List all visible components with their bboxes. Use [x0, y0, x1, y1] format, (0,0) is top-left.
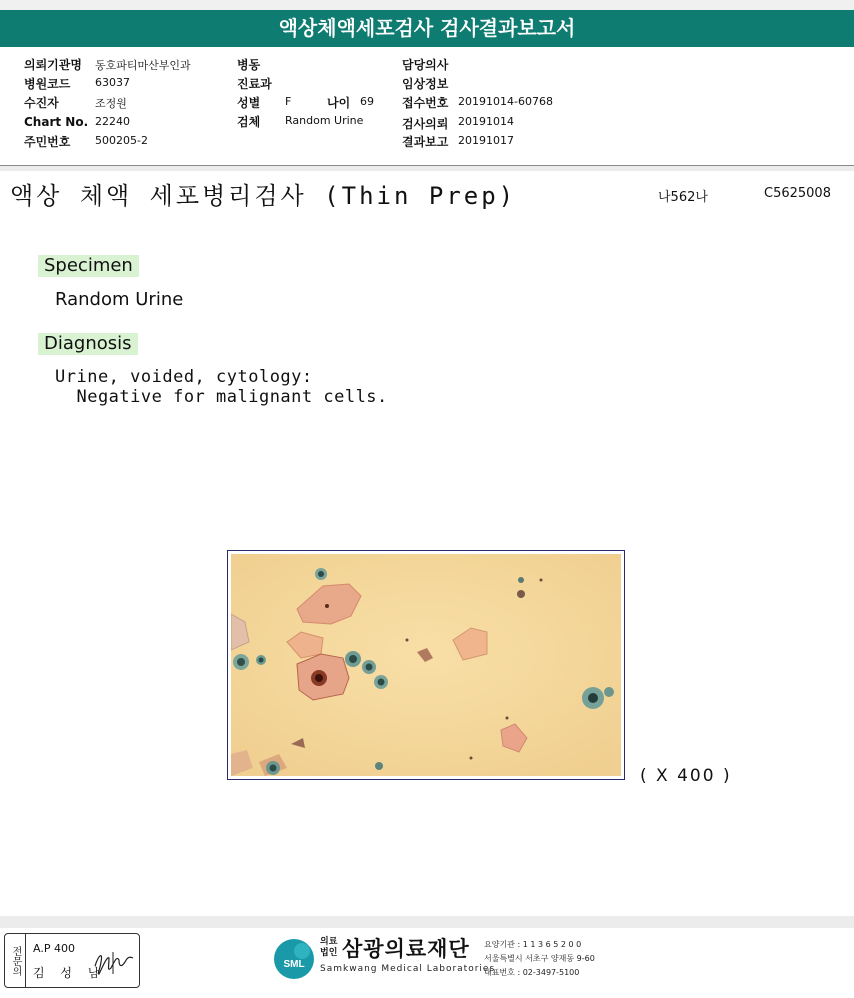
info-value: 20191014: [458, 115, 514, 128]
exam-code: 나562나: [658, 190, 708, 205]
info-label: 수진자: [24, 96, 59, 110]
cytology-microscope-image: [227, 550, 625, 780]
org-prefix: [320, 937, 337, 959]
org-prefix-line1: 의료: [320, 937, 338, 947]
signature-box: [4, 933, 140, 988]
info-label: 접수번호: [402, 96, 449, 110]
pathologist-license: A.P 400: [33, 942, 75, 955]
handwritten-signature: [91, 944, 137, 980]
cytology-photo: [231, 554, 621, 776]
info-value: 조정원: [95, 97, 127, 110]
org-name: 삼광의료재단: [342, 937, 470, 961]
report-title: 액상체액세포검사 검사결과보고서: [0, 10, 854, 47]
footer-divider: [0, 916, 854, 928]
org-prefix-line2: 법인: [320, 948, 338, 958]
patient-info-box: [0, 47, 854, 166]
info-label: 진료과: [237, 77, 272, 91]
info-value: 500205-2: [95, 134, 148, 147]
info-value: Random Urine: [285, 114, 364, 127]
info-label: 담당의사: [402, 58, 449, 72]
info-value: 20191014-60768: [458, 95, 553, 108]
magnification-label: ( X 400 ): [640, 766, 732, 786]
info-label: 주민번호: [24, 135, 71, 149]
info-label: 검체: [237, 115, 261, 129]
sml-logo-icon: [272, 937, 316, 981]
divider-bar: [0, 166, 854, 171]
diagnosis-heading: Diagnosis: [38, 333, 138, 355]
diagnosis-line-1: Urine, voided, cytology:: [55, 367, 313, 387]
info-label: 의뢰기관명: [24, 58, 82, 72]
diagnosis-line-2: Negative for malignant cells.: [55, 387, 388, 407]
top-strip: [0, 0, 854, 10]
logo-badge-text: SML: [283, 959, 305, 970]
institution-code: 요양기관 : 1 1 3 6 5 2 0 0: [484, 940, 582, 949]
info-label: Chart No.: [24, 115, 89, 129]
org-name-english: Samkwang Medical Laboratories: [320, 964, 496, 974]
info-label: 병동: [237, 58, 261, 72]
info-label: 검사의뢰: [402, 117, 449, 131]
info-value: 22240: [95, 115, 130, 128]
info-label: 성별: [237, 96, 261, 110]
info-value: 63037: [95, 76, 130, 89]
info-value: 20191017: [458, 134, 514, 147]
specialist-label: 전문의: [5, 934, 26, 987]
exam-title: 액상 체액 세포병리검사 (Thin Prep): [10, 182, 517, 210]
info-label: 임상정보: [402, 77, 449, 91]
info-value: 동호파티마산부인과: [95, 59, 191, 72]
info-label: 병원코드: [24, 77, 71, 91]
info-value: F: [285, 95, 292, 108]
diagnosis-text: [55, 367, 388, 407]
pathologist-name: 김 성 남: [33, 966, 106, 980]
specimen-value: Random Urine: [55, 289, 184, 310]
specimen-heading: Specimen: [38, 255, 139, 277]
phone-number: 대표번호 : 02-3497-5100: [484, 968, 580, 977]
info-label: 결과보고: [402, 135, 449, 149]
info-label: 나이: [327, 96, 351, 110]
exam-order-code: C5625008: [764, 186, 831, 201]
address: 서울특별시 서초구 양재동 9-60: [484, 954, 595, 963]
info-value: 69: [360, 95, 374, 108]
